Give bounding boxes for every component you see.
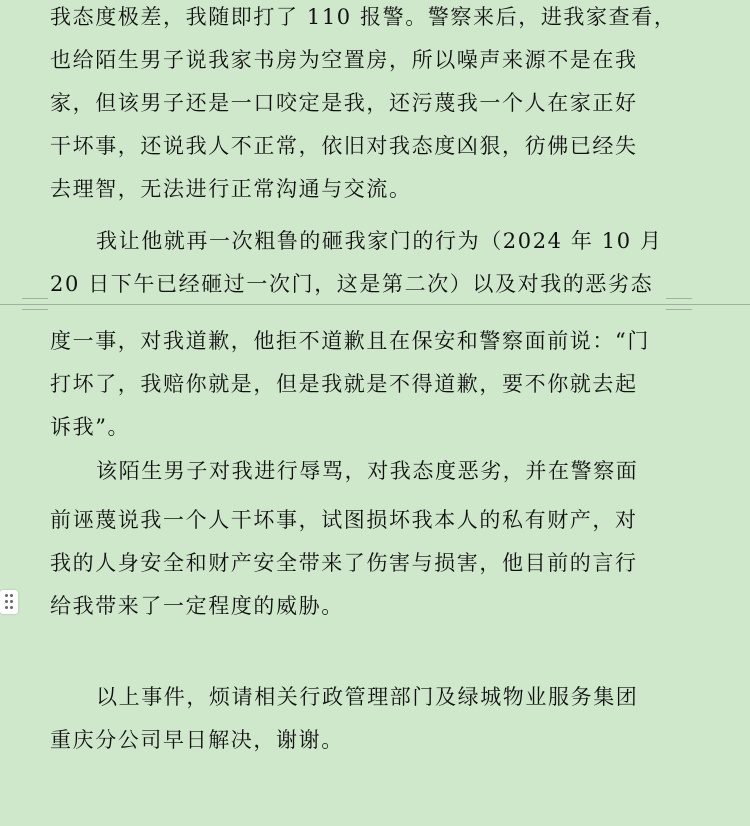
text-line: 给我带来了一定程度的威胁。 xyxy=(50,594,344,618)
paragraph-first-line: 以上事件，烦请相关行政管理部门及绿城物业服务集团 xyxy=(96,685,639,709)
paragraph-first-line: 我让他就再一次粗鲁的砸我家门的行为（2024 年 10 月 xyxy=(96,229,663,253)
text-line: 度一事，对我道歉，他拒不道歉且在保安和警察面前说：“门 xyxy=(50,329,650,353)
text-line: 干坏事，还说我人不正常，依旧对我态度凶狠，彷佛已经失 xyxy=(50,134,638,158)
text-line: 前诬蔑说我一个人干坏事，试图损坏我本人的私有财产，对 xyxy=(50,508,638,532)
page-break-marker-right xyxy=(666,298,692,310)
text-line: 家，但该男子还是一口咬定是我，还污蔑我一个人在家正好 xyxy=(50,91,638,115)
page-break-separator xyxy=(0,304,750,305)
text-line: 打坏了，我赔你就是，但是我就是不得道歉，要不你就去起 xyxy=(50,372,638,396)
text-line: 20 日下午已经砸过一次门，这是第二次）以及对我的恶劣态 xyxy=(50,272,654,296)
text-line: 我态度极差，我随即打了 110 报警。警察来后，进我家查看， xyxy=(50,5,677,29)
text-line: 去理智，无法进行正常沟通与交流。 xyxy=(50,177,412,201)
paragraph-first-line: 该陌生男子对我进行辱骂，对我态度恶劣，并在警察面 xyxy=(96,459,639,483)
text-line: 也给陌生男子说我家书房为空置房，所以噪声来源不是在我 xyxy=(50,48,638,72)
page-break-marker-left xyxy=(22,298,48,310)
text-line: 诉我”。 xyxy=(50,415,131,439)
drag-handle-icon[interactable] xyxy=(0,590,18,614)
text-line: 重庆分公司早日解决，谢谢。 xyxy=(50,728,344,752)
text-line: 我的人身安全和财产安全带来了伤害与损害，他目前的言行 xyxy=(50,551,638,575)
